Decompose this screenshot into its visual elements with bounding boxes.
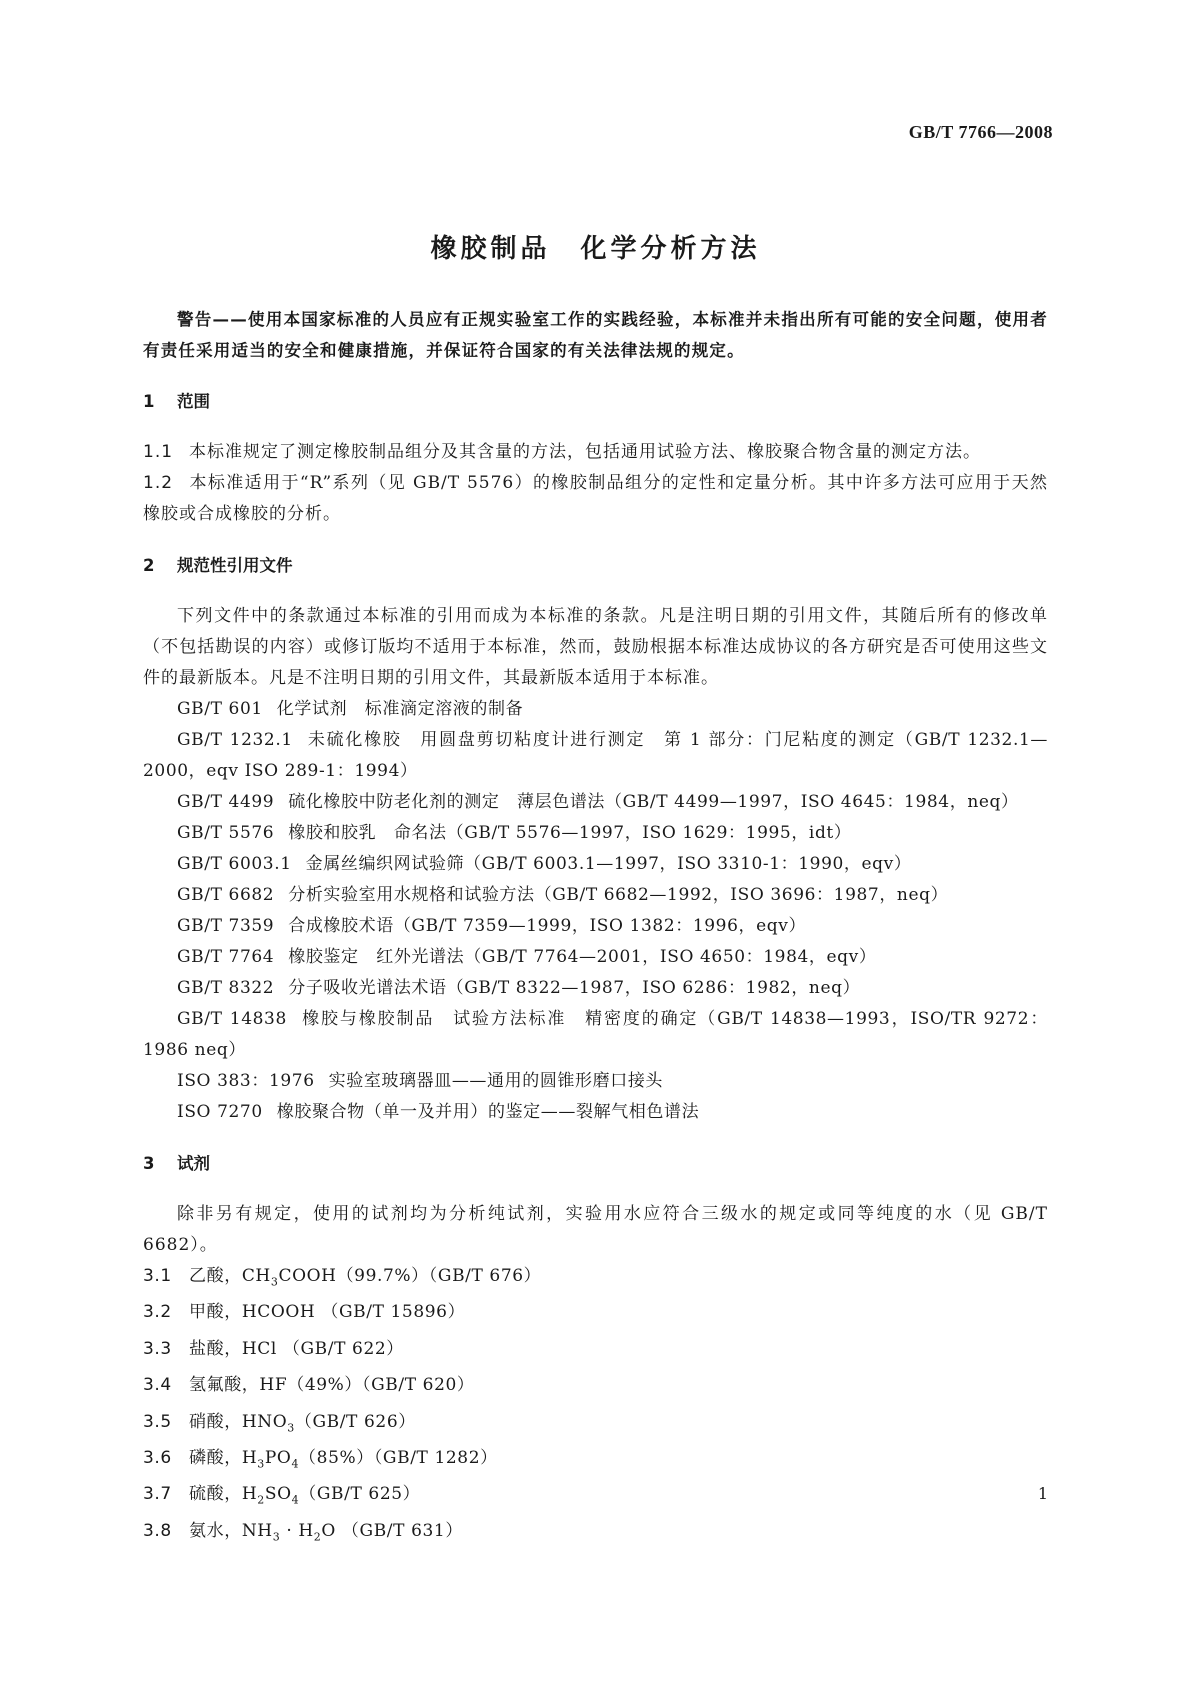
reference-item <box>143 787 1048 818</box>
reagent-number: 3.3 <box>143 1338 172 1359</box>
reagent-number: 3.2 <box>143 1302 172 1323</box>
reference-text: 分析实验室用水规格和试验方法（GB/T 6682—1992，ISO 3696：1987，neq） <box>288 885 949 905</box>
reference-code: GB/T 5576 <box>177 823 275 843</box>
reagent-name: 甲酸， <box>189 1302 242 1323</box>
formula-subscript: 3 <box>287 1420 295 1434</box>
reagent-item <box>143 1479 1048 1515</box>
section-title: 范围 <box>177 392 210 411</box>
section-heading-normative-references <box>143 550 1048 581</box>
reference-text: 金属丝编织网试验筛（GB/T 6003.1—1997，ISO 3310-1：1990，eqv） <box>305 854 912 874</box>
reagent-number: 3.1 <box>143 1266 172 1286</box>
reference-text: 橡胶聚合物（单一及并用）的鉴定——裂解气相色谱法 <box>276 1102 700 1122</box>
formula-part: COOH <box>278 1266 337 1286</box>
reference-item <box>143 1004 1048 1066</box>
reagent-spec: （GB/T 625） <box>299 1484 421 1505</box>
formula-part: H <box>241 1484 258 1505</box>
reagent-item <box>143 1334 1048 1370</box>
reference-text: 橡胶与橡胶制品 试验方法标准 精密度的确定（GB/T 14838—1993，ISO/TR 9272：1986 neq） <box>143 1009 1048 1060</box>
reagent-number: 3.8 <box>143 1520 172 1541</box>
reference-text: 未硫化橡胶 用圆盘剪切粘度计进行测定 第 1 部分：门尼粘度的测定（GB/T 1232.1—2000，eqv ISO 289-1：1994） <box>143 730 1048 781</box>
formula-subscript: 3 <box>272 1530 281 1544</box>
formula-part: HCOOH <box>241 1302 316 1323</box>
formula-subscript: 4 <box>291 1457 300 1471</box>
section-title: 规范性引用文件 <box>177 556 293 575</box>
reagent-number: 3.5 <box>143 1411 172 1432</box>
reference-item <box>143 694 1048 725</box>
warning-paragraph: 警告——使用本国家标准的人员应有正规实验室工作的实践经验，本标准并未指出所有可能的安全问题，使用者有责任采用适当的安全和健康措施，并保证符合国家的有关法律法规的规定。 <box>143 310 1048 360</box>
formula-subscript: 2 <box>257 1493 265 1507</box>
reference-code: GB/T 7764 <box>177 947 275 967</box>
reference-code: ISO 7270 <box>177 1102 263 1122</box>
clause-number: 1.1 <box>143 442 174 462</box>
clause-text: 本标准适用于“R”系列（见 GB/T 5576）的橡胶制品组分的定性和定量分析。其中许多方法可应用于天然橡胶或合成橡胶的分析。 <box>143 473 1048 524</box>
reagent-spec: （99.7%）（GB/T 676） <box>336 1266 542 1286</box>
reference-item <box>143 1066 1048 1097</box>
reagent-item <box>143 1261 1048 1297</box>
reference-code: GB/T 6682 <box>177 885 275 905</box>
document-body <box>143 304 1048 1552</box>
reagent-name: 硫酸， <box>189 1484 242 1505</box>
reagent-spec: （GB/T 626） <box>294 1411 416 1432</box>
formula-part: HCl <box>241 1338 277 1359</box>
reagent-spec: （GB/T 631） <box>335 1520 463 1541</box>
formula-part: CH <box>241 1266 271 1286</box>
reference-text: 分子吸收光谱法术语（GB/T 8322—1987，ISO 6286：1982，neq） <box>288 978 861 998</box>
section-heading-reagents <box>143 1148 1048 1179</box>
section-title: 试剂 <box>177 1154 210 1173</box>
reference-item <box>143 849 1048 880</box>
section-number: 2 <box>143 556 155 575</box>
clause-text: 本标准规定了测定橡胶制品组分及其含量的方法，包括通用试验方法、橡胶聚合物含量的测定方法。 <box>189 442 982 462</box>
reference-text: 橡胶和胶乳 命名法（GB/T 5576—1997，ISO 1629：1995，idt） <box>288 823 852 843</box>
page-number: 1 <box>1037 1484 1048 1503</box>
document-title: 橡胶制品 化学分析方法 <box>430 234 761 264</box>
formula-part: HF <box>259 1375 288 1396</box>
formula-subscript: 3 <box>270 1275 279 1289</box>
standard-code: GB/T 7766—2008 <box>908 122 1053 142</box>
formula-part: SO <box>264 1484 292 1505</box>
reference-code: GB/T 601 <box>177 699 263 719</box>
reagent-spec: （49%）（GB/T 620） <box>287 1375 475 1396</box>
reference-text: 合成橡胶术语（GB/T 7359—1999，ISO 1382：1996，eqv） <box>288 916 807 936</box>
formula-subscript: 4 <box>291 1493 300 1507</box>
reference-item <box>143 818 1048 849</box>
reagent-item <box>143 1370 1048 1406</box>
formula-subscript: 2 <box>313 1530 322 1544</box>
reference-item <box>143 942 1048 973</box>
formula-part: NH <box>241 1520 273 1541</box>
clause-1-2 <box>143 468 1048 530</box>
reagent-name: 磷酸， <box>189 1447 242 1468</box>
reference-item <box>143 725 1048 787</box>
reagent-spec: （85%）（GB/T 1282） <box>299 1447 498 1468</box>
formula-part: HNO <box>241 1411 288 1432</box>
reference-code: GB/T 8322 <box>177 978 275 998</box>
formula-part: PO <box>264 1447 292 1468</box>
reference-item <box>143 973 1048 1004</box>
formula-part: H <box>241 1447 258 1468</box>
reference-text: 橡胶鉴定 红外光谱法（GB/T 7764—2001，ISO 4650：1984，eqv） <box>288 947 877 967</box>
formula-part: · H <box>280 1520 314 1541</box>
reference-text: 化学试剂 标准滴定溶液的制备 <box>276 699 524 719</box>
reagent-spec: （GB/T 15896） <box>315 1302 466 1323</box>
reference-text: 实验室玻璃器皿——通用的圆锥形磨口接头 <box>328 1071 664 1091</box>
reagent-name: 氨水， <box>189 1520 242 1541</box>
reagent-item <box>143 1297 1048 1333</box>
section-heading-scope <box>143 386 1048 417</box>
clause-1-1 <box>143 437 1048 468</box>
clause-number: 1.2 <box>143 473 174 493</box>
formula-subscript: 3 <box>257 1457 265 1471</box>
reagent-name: 硝酸， <box>189 1411 242 1432</box>
reference-item <box>143 911 1048 942</box>
reference-code: GB/T 6003.1 <box>177 854 292 874</box>
references-intro: 下列文件中的条款通过本标准的引用而成为本标准的条款。凡是注明日期的引用文件，其随后所有的修改单（不包括勘误的内容）或修订版均不适用于本标准，然而，鼓励根据本标准达成协议的各方研究是否可使用这些文件的最新版本。凡是不注明日期的引用文件，其最新版本适用于本标准。 <box>143 606 1048 688</box>
reagent-item <box>143 1516 1048 1552</box>
reference-item <box>143 880 1048 911</box>
reagent-spec: （GB/T 622） <box>276 1338 404 1359</box>
reference-code: ISO 383：1976 <box>177 1071 315 1091</box>
section-number: 1 <box>143 392 155 411</box>
reagent-number: 3.4 <box>143 1375 172 1396</box>
reagent-number: 3.7 <box>143 1484 172 1505</box>
reference-code: GB/T 14838 <box>177 1009 287 1029</box>
section-number: 3 <box>143 1154 155 1173</box>
reagent-name: 乙酸， <box>189 1266 242 1286</box>
reference-code: GB/T 1232.1 <box>177 730 293 750</box>
formula-part: O <box>321 1520 336 1541</box>
reference-code: GB/T 7359 <box>177 916 275 936</box>
reagents-intro: 除非另有规定，使用的试剂均为分析纯试剂，实验用水应符合三级水的规定或同等纯度的水（见 GB/T 6682）。 <box>143 1204 1048 1255</box>
reference-item <box>143 1097 1048 1128</box>
reagent-number: 3.6 <box>143 1447 172 1468</box>
reagent-item <box>143 1407 1048 1443</box>
reagent-item <box>143 1443 1048 1479</box>
reference-code: GB/T 4499 <box>177 792 275 812</box>
reagent-name: 氢氟酸， <box>189 1375 260 1396</box>
reagent-name: 盐酸， <box>189 1338 242 1359</box>
reference-text: 硫化橡胶中防老化剂的测定 薄层色谱法（GB/T 4499—1997，ISO 4645：1984，neq） <box>288 792 1019 812</box>
